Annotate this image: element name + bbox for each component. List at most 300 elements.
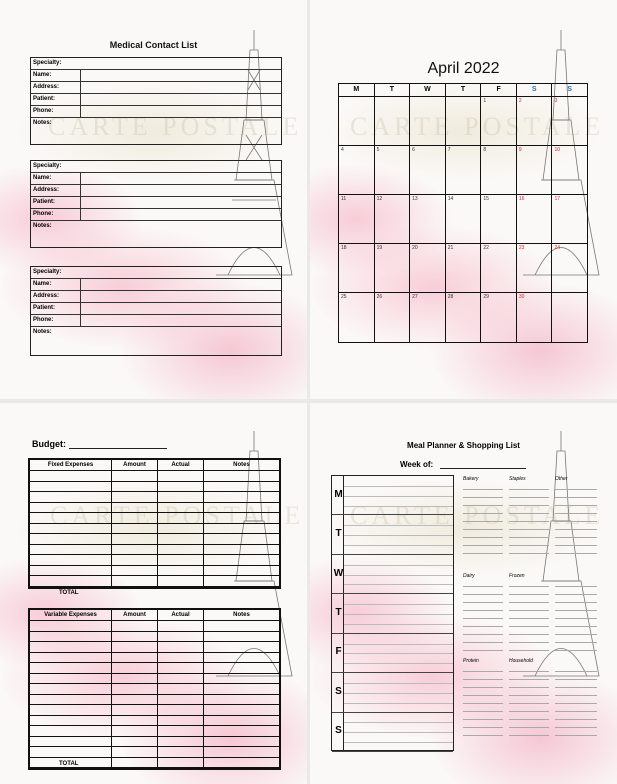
shop-line[interactable] bbox=[555, 688, 597, 696]
fixed-total-label: TOTAL bbox=[59, 590, 79, 596]
shop-line[interactable] bbox=[555, 664, 597, 672]
table-cell[interactable] bbox=[30, 482, 112, 492]
table-row[interactable] bbox=[30, 632, 279, 643]
shop-line[interactable] bbox=[555, 514, 597, 522]
table-cell[interactable] bbox=[112, 653, 158, 663]
day-block[interactable] bbox=[332, 594, 453, 633]
table-cell[interactable] bbox=[204, 705, 279, 715]
calendar-day[interactable]: 24 bbox=[554, 245, 561, 251]
table-cell[interactable] bbox=[158, 653, 204, 663]
shop-line[interactable] bbox=[463, 490, 503, 498]
shop-line[interactable] bbox=[463, 538, 503, 546]
shop-line[interactable] bbox=[463, 672, 503, 680]
shop-line[interactable] bbox=[463, 720, 503, 728]
table-cell[interactable] bbox=[30, 555, 112, 565]
shop-line[interactable] bbox=[555, 506, 597, 514]
day-block[interactable] bbox=[332, 555, 453, 594]
table-cell[interactable] bbox=[112, 555, 158, 565]
table-cell[interactable] bbox=[204, 747, 279, 757]
table-cell[interactable] bbox=[30, 566, 112, 576]
calendar-day[interactable]: 22 bbox=[481, 244, 517, 292]
table-cell[interactable] bbox=[112, 482, 158, 492]
shop-line[interactable] bbox=[509, 704, 549, 712]
shop-column-other[interactable] bbox=[555, 476, 597, 554]
table-row[interactable] bbox=[30, 684, 279, 695]
table-cell[interactable] bbox=[158, 471, 204, 481]
meal-planner-page bbox=[310, 403, 617, 784]
table-cell[interactable] bbox=[204, 758, 279, 768]
table-cell[interactable] bbox=[158, 632, 204, 642]
calendar-day[interactable]: 7 bbox=[446, 146, 482, 194]
shop-line[interactable] bbox=[463, 664, 503, 672]
table-cell[interactable] bbox=[30, 503, 112, 513]
shop-column-staples[interactable] bbox=[509, 476, 549, 554]
table-cell[interactable] bbox=[204, 566, 279, 576]
table-cell[interactable] bbox=[204, 524, 279, 534]
table-cell[interactable] bbox=[30, 653, 112, 663]
shop-line[interactable] bbox=[463, 643, 503, 651]
shop-line[interactable] bbox=[463, 680, 503, 688]
patient-field[interactable] bbox=[31, 94, 281, 106]
shop-lines bbox=[555, 579, 597, 651]
table-cell[interactable] bbox=[30, 621, 112, 631]
shop-line[interactable] bbox=[555, 712, 597, 720]
table-cell[interactable] bbox=[112, 576, 158, 586]
shop-line[interactable] bbox=[463, 514, 503, 522]
notes-label: Notes: bbox=[33, 120, 52, 126]
table-cell[interactable] bbox=[30, 705, 112, 715]
shop-line[interactable] bbox=[555, 579, 597, 587]
shop-line[interactable] bbox=[509, 696, 549, 704]
shop-line[interactable] bbox=[509, 672, 549, 680]
table-row[interactable] bbox=[30, 695, 279, 706]
table-row[interactable] bbox=[30, 513, 279, 524]
table-cell[interactable] bbox=[158, 663, 204, 673]
table-cell[interactable] bbox=[204, 492, 279, 502]
table-cell[interactable] bbox=[30, 632, 112, 642]
table-cell[interactable] bbox=[30, 674, 112, 684]
table-cell[interactable] bbox=[158, 716, 204, 726]
table-cell[interactable] bbox=[204, 555, 279, 565]
table-row[interactable] bbox=[30, 747, 279, 758]
shop-line[interactable] bbox=[509, 482, 549, 490]
table-cell[interactable] bbox=[112, 737, 158, 747]
table-cell[interactable] bbox=[158, 674, 204, 684]
shop-line[interactable] bbox=[509, 587, 549, 595]
calendar-day[interactable]: 25 bbox=[339, 293, 375, 342]
shop-line[interactable] bbox=[509, 522, 549, 530]
weekday-label: M bbox=[339, 84, 375, 96]
table-cell[interactable] bbox=[112, 716, 158, 726]
name-field[interactable] bbox=[31, 279, 281, 291]
table-cell[interactable] bbox=[204, 684, 279, 694]
shop-line[interactable] bbox=[463, 530, 503, 538]
shop-line[interactable] bbox=[555, 728, 597, 736]
shop-column-frozen[interactable] bbox=[509, 573, 549, 651]
shop-line[interactable] bbox=[509, 720, 549, 728]
calendar-day[interactable]: 2 bbox=[517, 97, 553, 145]
calendar-day[interactable]: 29 bbox=[481, 293, 517, 342]
shop-line[interactable] bbox=[509, 595, 549, 603]
name-field[interactable] bbox=[31, 173, 281, 185]
calendar-page bbox=[310, 0, 617, 399]
table-cell[interactable] bbox=[30, 576, 112, 586]
table-cell[interactable] bbox=[112, 695, 158, 705]
table-cell[interactable] bbox=[158, 545, 204, 555]
table-cell[interactable] bbox=[158, 642, 204, 652]
table-cell[interactable] bbox=[204, 534, 279, 544]
shop-line[interactable] bbox=[509, 627, 549, 635]
table-cell[interactable] bbox=[204, 513, 279, 523]
calendar-day[interactable]: 4 bbox=[339, 146, 375, 194]
patient-field[interactable] bbox=[31, 197, 281, 209]
table-cell[interactable] bbox=[30, 513, 112, 523]
table-cell[interactable] bbox=[30, 716, 112, 726]
table-cell[interactable] bbox=[204, 737, 279, 747]
table-cell[interactable] bbox=[204, 716, 279, 726]
shop-column-extra[interactable] bbox=[555, 658, 597, 736]
table-cell[interactable] bbox=[112, 534, 158, 544]
shop-line[interactable] bbox=[509, 498, 549, 506]
notes-field[interactable] bbox=[31, 221, 281, 247]
day-line bbox=[344, 614, 453, 615]
calendar-day[interactable]: 20 bbox=[410, 244, 446, 292]
shop-line[interactable] bbox=[555, 482, 597, 490]
table-cell[interactable] bbox=[158, 503, 204, 513]
calendar-day[interactable] bbox=[339, 97, 375, 145]
notes-field[interactable] bbox=[31, 118, 281, 144]
table-cell[interactable] bbox=[158, 513, 204, 523]
table-row[interactable] bbox=[30, 545, 279, 556]
calendar-day[interactable]: 9 bbox=[517, 146, 553, 194]
table-cell[interactable] bbox=[112, 503, 158, 513]
table-cell[interactable] bbox=[158, 621, 204, 631]
specialty-field[interactable] bbox=[31, 267, 281, 279]
patient-field[interactable] bbox=[31, 303, 281, 315]
table-cell[interactable] bbox=[112, 545, 158, 555]
shop-line[interactable] bbox=[509, 619, 549, 627]
calendar-day[interactable]: 5 bbox=[375, 146, 411, 194]
table-cell[interactable] bbox=[112, 632, 158, 642]
calendar-day[interactable]: 26 bbox=[375, 293, 411, 342]
fixed-rows bbox=[30, 471, 279, 587]
day-line bbox=[344, 604, 453, 605]
table-cell[interactable] bbox=[112, 471, 158, 481]
shop-line[interactable] bbox=[555, 704, 597, 712]
table-cell[interactable] bbox=[30, 726, 112, 736]
table-cell[interactable] bbox=[30, 524, 112, 534]
table-row[interactable] bbox=[30, 705, 279, 716]
shop-line[interactable] bbox=[463, 587, 503, 595]
shop-line[interactable] bbox=[463, 522, 503, 530]
table-header bbox=[30, 460, 279, 471]
shop-line[interactable] bbox=[463, 498, 503, 506]
shop-line[interactable] bbox=[463, 595, 503, 603]
table-row[interactable] bbox=[30, 471, 279, 482]
shop-line[interactable] bbox=[509, 490, 549, 498]
day-block[interactable] bbox=[332, 515, 453, 554]
shop-line[interactable] bbox=[463, 506, 503, 514]
table-row[interactable] bbox=[30, 737, 279, 748]
calendar-day[interactable]: 12 bbox=[375, 195, 411, 243]
table-cell[interactable] bbox=[30, 534, 112, 544]
shop-line[interactable] bbox=[509, 680, 549, 688]
calendar-day[interactable]: 30 bbox=[517, 293, 553, 342]
shop-line[interactable] bbox=[463, 627, 503, 635]
table-cell[interactable] bbox=[158, 747, 204, 757]
shop-line[interactable] bbox=[555, 587, 597, 595]
shop-line[interactable] bbox=[555, 498, 597, 506]
calendar-day[interactable]: 11 bbox=[339, 195, 375, 243]
shop-line[interactable] bbox=[509, 546, 549, 554]
calendar-day[interactable] bbox=[446, 97, 482, 145]
table-cell[interactable] bbox=[30, 471, 112, 481]
shop-line[interactable] bbox=[463, 635, 503, 643]
table-cell[interactable] bbox=[204, 576, 279, 586]
shop-line[interactable] bbox=[555, 696, 597, 704]
day-line bbox=[344, 742, 453, 743]
shop-line[interactable] bbox=[463, 482, 503, 490]
calendar-day[interactable]: 18 bbox=[339, 244, 375, 292]
day-block[interactable] bbox=[332, 476, 453, 515]
table-cell[interactable] bbox=[158, 534, 204, 544]
table-row[interactable] bbox=[30, 566, 279, 577]
table-cell[interactable] bbox=[158, 705, 204, 715]
table-cell[interactable] bbox=[204, 674, 279, 684]
calendar-day[interactable]: 27 bbox=[410, 293, 446, 342]
table-cell[interactable] bbox=[158, 726, 204, 736]
shop-line[interactable] bbox=[463, 704, 503, 712]
shop-line[interactable] bbox=[509, 611, 549, 619]
shop-line[interactable] bbox=[509, 579, 549, 587]
name-label: Name: bbox=[33, 173, 81, 184]
calendar-day[interactable]: 1 bbox=[481, 97, 517, 145]
shop-line[interactable] bbox=[555, 530, 597, 538]
table-cell[interactable] bbox=[158, 482, 204, 492]
table-cell[interactable] bbox=[158, 684, 204, 694]
table-cell[interactable] bbox=[30, 545, 112, 555]
table-cell[interactable] bbox=[30, 492, 112, 502]
day-line bbox=[344, 506, 453, 507]
shop-line[interactable] bbox=[509, 603, 549, 611]
table-row[interactable] bbox=[30, 482, 279, 493]
shop-column-bakery[interactable] bbox=[463, 476, 503, 554]
shop-line[interactable] bbox=[509, 538, 549, 546]
table-row[interactable] bbox=[30, 503, 279, 514]
table-cell[interactable] bbox=[112, 513, 158, 523]
table-cell[interactable] bbox=[30, 695, 112, 705]
notes-field[interactable] bbox=[31, 327, 281, 355]
shop-line[interactable] bbox=[555, 522, 597, 530]
shop-line[interactable] bbox=[463, 688, 503, 696]
table-cell[interactable] bbox=[204, 726, 279, 736]
table-cell[interactable] bbox=[112, 684, 158, 694]
shop-line[interactable] bbox=[555, 720, 597, 728]
calendar-day[interactable] bbox=[375, 97, 411, 145]
table-cell[interactable] bbox=[204, 471, 279, 481]
day-block[interactable] bbox=[332, 634, 453, 673]
shop-heading: Staples bbox=[509, 476, 526, 482]
table-row[interactable] bbox=[30, 674, 279, 685]
calendar-day[interactable]: 6 bbox=[410, 146, 446, 194]
table-cell[interactable] bbox=[158, 492, 204, 502]
week-of-input-line[interactable] bbox=[440, 468, 526, 469]
shop-column-dairy[interactable] bbox=[463, 573, 503, 651]
shop-line[interactable] bbox=[463, 603, 503, 611]
shop-column-protein[interactable] bbox=[463, 658, 503, 736]
shop-line[interactable] bbox=[555, 538, 597, 546]
phone-field[interactable] bbox=[31, 209, 281, 221]
calendar-day[interactable] bbox=[410, 97, 446, 145]
shop-lines bbox=[555, 664, 597, 736]
table-cell[interactable] bbox=[158, 576, 204, 586]
table-cell[interactable] bbox=[112, 642, 158, 652]
shop-line[interactable] bbox=[509, 728, 549, 736]
table-cell[interactable] bbox=[204, 503, 279, 513]
specialty-field[interactable] bbox=[31, 58, 281, 70]
shop-line[interactable] bbox=[555, 672, 597, 680]
shop-line[interactable] bbox=[555, 546, 597, 554]
table-cell[interactable] bbox=[112, 674, 158, 684]
variable-expenses-table bbox=[28, 608, 281, 770]
name-field[interactable] bbox=[31, 70, 281, 82]
shop-line[interactable] bbox=[555, 635, 597, 643]
calendar-day[interactable]: 8 bbox=[481, 146, 517, 194]
table-cell[interactable] bbox=[30, 684, 112, 694]
table-cell[interactable] bbox=[112, 566, 158, 576]
table-cell[interactable] bbox=[158, 555, 204, 565]
table-row[interactable] bbox=[30, 534, 279, 545]
table-cell[interactable] bbox=[30, 663, 112, 673]
day-block[interactable] bbox=[332, 713, 453, 752]
table-cell[interactable] bbox=[112, 524, 158, 534]
phone-field[interactable] bbox=[31, 106, 281, 118]
table-cell[interactable] bbox=[204, 632, 279, 642]
shop-line[interactable] bbox=[509, 635, 549, 643]
watermark-text: CARTE POSTALE bbox=[48, 112, 303, 141]
table-cell[interactable] bbox=[204, 482, 279, 492]
table-row[interactable] bbox=[30, 663, 279, 674]
header-notes: Notes bbox=[233, 462, 250, 468]
shop-line[interactable] bbox=[509, 712, 549, 720]
day-letter: M bbox=[334, 488, 343, 500]
table-row[interactable] bbox=[30, 716, 279, 727]
calendar-day[interactable]: 19 bbox=[375, 244, 411, 292]
table-row[interactable] bbox=[30, 492, 279, 503]
table-row[interactable] bbox=[30, 621, 279, 632]
table-cell[interactable] bbox=[112, 747, 158, 757]
table-cell[interactable] bbox=[30, 642, 112, 652]
shop-line[interactable] bbox=[555, 627, 597, 635]
table-cell[interactable] bbox=[112, 726, 158, 736]
shop-line[interactable] bbox=[555, 490, 597, 498]
calendar-day[interactable]: 14 bbox=[446, 195, 482, 243]
shop-line[interactable] bbox=[463, 579, 503, 587]
shop-line[interactable] bbox=[555, 619, 597, 627]
address-field[interactable] bbox=[31, 185, 281, 197]
calendar-week bbox=[339, 146, 587, 195]
shop-line[interactable] bbox=[509, 643, 549, 651]
address-field[interactable] bbox=[31, 82, 281, 94]
day-block[interactable] bbox=[332, 673, 453, 712]
calendar-day[interactable]: 21 bbox=[446, 244, 482, 292]
table-cell[interactable] bbox=[204, 653, 279, 663]
table-cell[interactable] bbox=[158, 524, 204, 534]
shop-line[interactable] bbox=[509, 514, 549, 522]
budget-input-line[interactable] bbox=[69, 448, 167, 449]
notes-label: Notes: bbox=[33, 223, 52, 229]
table-cell[interactable] bbox=[158, 566, 204, 576]
shop-line[interactable] bbox=[509, 506, 549, 514]
table-cell[interactable] bbox=[112, 705, 158, 715]
calendar-day[interactable]: 3 bbox=[554, 98, 558, 104]
shop-line[interactable] bbox=[463, 696, 503, 704]
table-cell[interactable] bbox=[158, 758, 204, 768]
specialty-field[interactable] bbox=[31, 161, 281, 173]
shop-line[interactable] bbox=[463, 546, 503, 554]
calendar-day[interactable]: 13 bbox=[410, 195, 446, 243]
table-cell[interactable] bbox=[204, 642, 279, 652]
table-row[interactable] bbox=[30, 555, 279, 566]
shop-line[interactable] bbox=[509, 530, 549, 538]
table-cell[interactable] bbox=[204, 695, 279, 705]
table-row[interactable] bbox=[30, 653, 279, 664]
shop-line[interactable] bbox=[509, 688, 549, 696]
shop-column-extra[interactable] bbox=[555, 573, 597, 651]
calendar-day[interactable]: 23 bbox=[517, 244, 553, 292]
table-cell[interactable] bbox=[112, 621, 158, 631]
calendar-day[interactable]: 16 bbox=[517, 195, 553, 243]
table-cell[interactable] bbox=[204, 663, 279, 673]
calendar-day[interactable]: 15 bbox=[481, 195, 517, 243]
shop-line[interactable] bbox=[463, 619, 503, 627]
table-cell[interactable] bbox=[112, 492, 158, 502]
shop-column-household[interactable] bbox=[509, 658, 549, 736]
shop-line[interactable] bbox=[555, 680, 597, 688]
shop-lines bbox=[509, 482, 549, 554]
table-row[interactable] bbox=[30, 576, 279, 587]
table-row[interactable] bbox=[30, 642, 279, 653]
table-cell[interactable] bbox=[112, 663, 158, 673]
shop-line[interactable] bbox=[555, 643, 597, 651]
table-cell[interactable] bbox=[204, 545, 279, 555]
calendar-day[interactable]: 10 bbox=[554, 147, 561, 153]
shop-line[interactable] bbox=[463, 611, 503, 619]
shop-line[interactable] bbox=[555, 603, 597, 611]
shop-line[interactable] bbox=[555, 611, 597, 619]
address-field[interactable] bbox=[31, 291, 281, 303]
table-cell[interactable] bbox=[158, 737, 204, 747]
shop-line[interactable] bbox=[463, 728, 503, 736]
shop-line[interactable] bbox=[555, 595, 597, 603]
calendar-day[interactable]: 17 bbox=[554, 196, 561, 202]
table-row[interactable] bbox=[30, 524, 279, 535]
table-cell[interactable] bbox=[112, 758, 158, 768]
shop-line[interactable] bbox=[509, 664, 549, 672]
shop-line[interactable] bbox=[463, 712, 503, 720]
calendar-day[interactable] bbox=[552, 293, 587, 342]
name-label: Name: bbox=[33, 70, 81, 81]
day-letter: W bbox=[333, 567, 344, 579]
phone-field[interactable] bbox=[31, 315, 281, 327]
header-fixed-expenses: Fixed Expenses bbox=[30, 460, 112, 470]
table-row[interactable] bbox=[30, 726, 279, 737]
table-cell[interactable] bbox=[30, 737, 112, 747]
table-cell[interactable] bbox=[204, 621, 279, 631]
table-cell[interactable] bbox=[30, 747, 112, 757]
calendar-day[interactable]: 28 bbox=[446, 293, 482, 342]
table-cell[interactable] bbox=[158, 695, 204, 705]
